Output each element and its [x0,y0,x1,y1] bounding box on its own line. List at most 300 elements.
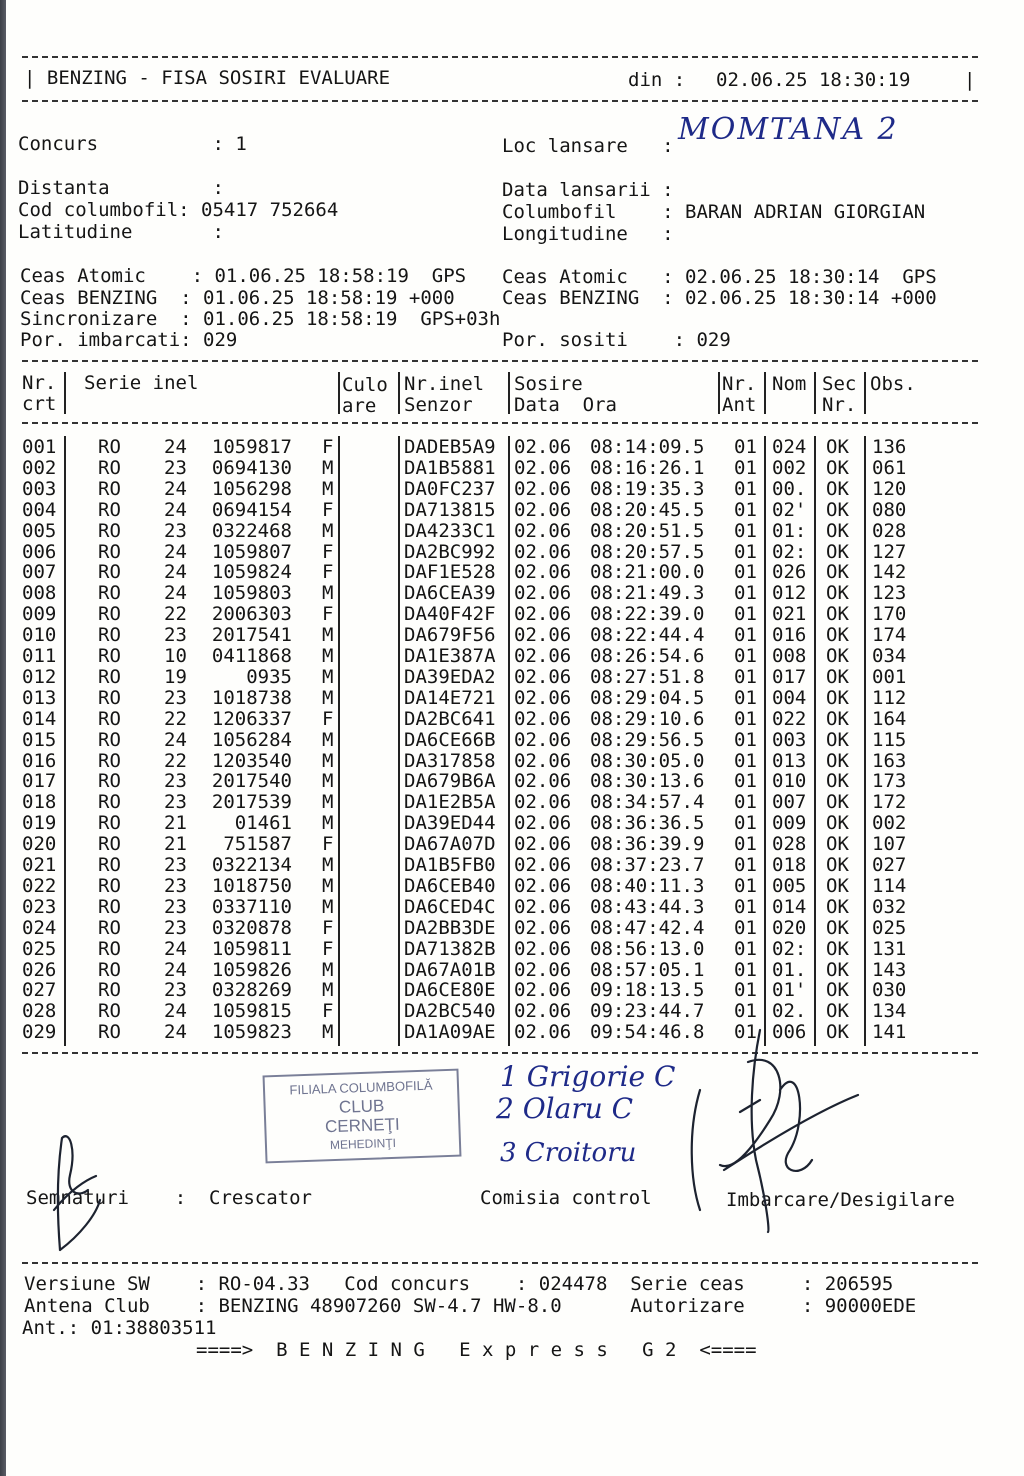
longitudine-field: Longitudine : [502,223,674,245]
ring-year: 23 [164,624,187,647]
sec-status: OK [826,498,849,521]
sex: M [322,1021,334,1044]
antenna-number: 01 [734,561,757,584]
sex: M [322,624,334,647]
column-rule [64,372,66,414]
arrival-date: 02.06 [514,665,572,688]
arrival-time: 08:37:23.7 [590,854,705,876]
nom: 02: [772,540,807,563]
ring-year: 24 [164,1021,187,1044]
arrival-date: 02.06 [514,498,572,521]
observation: 163 [872,749,907,772]
ring-number: 1056298 [211,477,292,500]
nom: 012 [772,582,807,605]
sincronizare-field: Sincronizare : 01.06.25 18:58:19 GPS+03h [20,308,501,330]
ring-year: 24 [164,937,187,960]
nom: 01' [772,979,807,1002]
versiune-sw-line: Versiune SW : RO-04.33 Cod concurs : 024478 Serie ceas : 206595 [24,1273,894,1295]
ring-country: RO [98,582,121,605]
handwritten-name: 3 Croitoru [500,1138,637,1168]
ring-year: 23 [164,916,187,939]
sex: F [322,603,334,626]
ring-year: 24 [164,436,187,458]
antenna-number: 01 [734,728,757,751]
row-number: 025 [22,937,57,960]
arrival-time: 08:22:39.0 [590,603,705,626]
sex: M [322,582,334,605]
observation: 170 [872,603,907,626]
observation: 030 [872,979,907,1002]
sex: M [322,770,334,793]
ring-year: 24 [164,1000,187,1023]
sex: M [322,456,334,479]
porumbei-imbarcati: Por. imbarcati: 029 [20,329,238,351]
sec-status: OK [826,812,849,835]
arrival-time: 09:23:44.7 [590,1000,705,1023]
ring-country: RO [98,854,121,876]
divider [22,56,978,58]
sex: M [322,874,334,897]
arrival-time: 08:36:36.5 [590,812,705,835]
antenna-number: 01 [734,645,757,667]
row-number: 009 [22,603,57,626]
nom: 020 [772,916,807,939]
porumbei-sositi: Por. sositi : 029 [502,329,731,351]
nom: 007 [772,791,807,814]
sensor-id: DA40F42F [404,603,496,626]
semnaturi-crescator-label: Semnaturi : Crescator [26,1187,312,1209]
antenna-number: 01 [734,812,757,835]
row-number: 015 [22,728,57,751]
ring-year: 24 [164,540,187,563]
table-row [6,876,1006,897]
sec-status: OK [826,916,849,939]
sensor-id: DA2BB3DE [404,916,496,939]
nom: 005 [772,874,807,897]
nom: 01: [772,519,807,542]
ring-year: 24 [164,958,187,981]
table-row [6,625,1006,646]
arrival-time: 08:56:13.0 [590,937,705,960]
ring-country: RO [98,665,121,688]
observation: 027 [872,854,907,876]
antenna-number: 01 [734,979,757,1002]
arrival-date: 02.06 [514,686,572,709]
arrival-time: 08:16:26.1 [590,456,705,479]
ring-number: 1203540 [211,749,292,772]
sensor-id: DA6CEB40 [404,874,496,897]
row-number: 003 [22,477,57,500]
row-number: 013 [22,686,57,709]
ring-year: 23 [164,791,187,814]
observation: 123 [872,582,907,605]
antenna-number: 01 [734,582,757,605]
table-row [6,855,1006,876]
sec-status: OK [826,519,849,542]
observation: 141 [872,1021,907,1044]
arrival-time: 08:21:00.0 [590,561,705,584]
sec-status: OK [826,561,849,584]
sec-status: OK [826,833,849,856]
observation: 174 [872,624,907,647]
table-row [6,521,1006,542]
sex: M [322,854,334,876]
table-row [6,437,1006,458]
sec-status: OK [826,436,849,458]
ring-country: RO [98,645,121,667]
row-number: 011 [22,645,57,667]
sec-status: OK [826,456,849,479]
sensor-id: DA6CED4C [404,895,496,918]
arrival-date: 02.06 [514,728,572,751]
antenna-number: 01 [734,603,757,626]
ring-number: 1059807 [211,540,292,563]
table-row [6,939,1006,960]
sec-status: OK [826,686,849,709]
arrival-date: 02.06 [514,958,572,981]
sec-status: OK [826,603,849,626]
sensor-id: DA67A01B [404,958,496,981]
arrival-date: 02.06 [514,937,572,960]
arrival-time: 08:30:13.6 [590,770,705,793]
arrival-time: 08:29:04.5 [590,686,705,709]
antenna-number: 01 [734,833,757,856]
ring-number: 1059824 [211,561,292,584]
table-row [6,542,1006,563]
ring-year: 22 [164,749,187,772]
loc-lansare-handwritten: MOMTANA 2 [678,112,899,147]
divider [22,1262,978,1264]
sensor-id: DAF1E528 [404,561,496,584]
sensor-id: DA71382B [404,937,496,960]
antenna-number: 01 [734,749,757,772]
table-row [6,792,1006,813]
comisia-control-label: Comisia control [480,1187,652,1209]
arrival-time: 08:40:11.3 [590,874,705,897]
observation: 127 [872,540,907,563]
observation: 172 [872,791,907,814]
ring-number: 0694130 [211,456,292,479]
ring-country: RO [98,707,121,730]
sensor-id: DA679B6A [404,770,496,793]
antenna-number: 01 [734,477,757,500]
ring-year: 23 [164,874,187,897]
sec-status: OK [826,728,849,751]
column-rule [718,372,720,414]
observation: 034 [872,645,907,667]
nom: 00. [772,477,807,500]
ring-number: 0694154 [211,498,292,521]
observation: 112 [872,686,907,709]
ring-country: RO [98,477,121,500]
sex: M [322,812,334,835]
sensor-id: DA1E387A [404,645,496,667]
table-row [6,771,1006,792]
sex: F [322,540,334,563]
distanta-field: Distanta : [18,177,224,199]
sec-status: OK [826,979,849,1002]
row-number: 022 [22,874,57,897]
nom: 024 [772,436,807,458]
sex: M [322,979,334,1002]
sensor-id: DA14E721 [404,686,496,709]
arrival-time: 08:20:51.5 [590,519,705,542]
ring-number: 0337110 [211,895,292,918]
ring-number: 1206337 [211,707,292,730]
sensor-id: DA713815 [404,498,496,521]
arrival-date: 02.06 [514,707,572,730]
nom: 01. [772,958,807,981]
table-row [6,918,1006,939]
date-label: din : [628,69,686,91]
sex: M [322,645,334,667]
nom: 003 [772,728,807,751]
ring-number: 1059811 [211,937,292,960]
sensor-id: DA1B5FB0 [404,854,496,876]
sensor-id: DA0FC237 [404,477,496,500]
ring-number: 0322468 [211,519,292,542]
observation: 143 [872,958,907,981]
row-number: 017 [22,770,57,793]
nom: 002 [772,456,807,479]
columbofil-field: Columbofil : BARAN ADRIAN GIORGIAN [502,201,926,223]
observation: 032 [872,895,907,918]
sensor-id: DA4233C1 [404,519,496,542]
cod-columbofil-field: Cod columbofil: 05417 752664 [18,199,339,221]
sex: M [322,686,334,709]
antenna-number: 01 [734,791,757,814]
row-number: 019 [22,812,57,835]
ring-number: 1056284 [211,728,292,751]
ceas-atomic-end: Ceas Atomic : 02.06.25 18:30:14 GPS [502,266,937,288]
sex: M [322,665,334,688]
arrival-date: 02.06 [514,540,572,563]
stamp-line: FILIALA COLUMBOFILĂ [289,1077,433,1098]
sensor-id: DA1E2B5A [404,791,496,814]
arrival-sheet [6,0,1024,1476]
antenna-number: 01 [734,519,757,542]
ring-country: RO [98,728,121,751]
nom: 013 [772,749,807,772]
sensor-id: DA2BC540 [404,1000,496,1023]
ring-country: RO [98,498,121,521]
ring-year: 23 [164,456,187,479]
ring-number: 1059823 [211,1021,292,1044]
benzing-express-brand: ====> B E N Z I N G E x p r e s s G 2 <==== [196,1339,757,1361]
column-rule [338,372,340,414]
sec-status: OK [826,1021,849,1044]
nom: 021 [772,603,807,626]
row-number: 018 [22,791,57,814]
row-number: 004 [22,498,57,521]
sex: M [322,958,334,981]
sex: F [322,561,334,584]
ring-year: 23 [164,686,187,709]
sec-status: OK [826,582,849,605]
ring-year: 10 [164,645,187,667]
nom: 014 [772,895,807,918]
ring-country: RO [98,603,121,626]
sex: M [322,749,334,772]
antenna-number: 01 [734,436,757,458]
sec-status: OK [826,937,849,960]
table-row [6,813,1006,834]
sheet-title: | BENZING - FISA SOSIRI EVALUARE [24,67,391,89]
sec-status: OK [826,791,849,814]
arrival-time: 08:19:35.3 [590,477,705,500]
ring-number: 1059803 [211,582,292,605]
antenna-number: 01 [734,874,757,897]
arrival-date: 02.06 [514,770,572,793]
ring-year: 23 [164,519,187,542]
sensor-id: DA2BC641 [404,707,496,730]
ceas-atomic-start: Ceas Atomic : 01.06.25 18:58:19 GPS [20,265,467,287]
table-row [6,980,1006,1001]
arrival-time: 08:27:51.8 [590,665,705,688]
sensor-id: DA1B5881 [404,456,496,479]
column-rule [398,372,400,414]
sec-status: OK [826,540,849,563]
ring-country: RO [98,749,121,772]
ring-number: 1059817 [211,436,292,458]
arrival-time: 09:18:13.5 [590,979,705,1002]
antenna-number: 01 [734,665,757,688]
ring-number: 2017540 [211,770,292,793]
sex: F [322,498,334,521]
arrival-time: 08:20:45.5 [590,498,705,521]
arrival-date: 02.06 [514,645,572,667]
club-stamp [263,1069,462,1164]
col-obs: Obs. [870,373,916,395]
row-number: 005 [22,519,57,542]
ring-number: 1059826 [211,958,292,981]
nom: 02: [772,937,807,960]
sec-status: OK [826,665,849,688]
sec-status: OK [826,1000,849,1023]
row-number: 028 [22,1000,57,1023]
antena-id-line: Ant.: 01:38803511 [22,1317,217,1339]
nom: 028 [772,833,807,856]
divider [22,360,978,362]
antenna-number: 01 [734,624,757,647]
table-row [6,646,1006,667]
observation: 173 [872,770,907,793]
ring-year: 23 [164,979,187,1002]
sec-status: OK [826,624,849,647]
arrival-date: 02.06 [514,749,572,772]
ring-country: RO [98,958,121,981]
sex: F [322,1000,334,1023]
ring-year: 21 [164,812,187,835]
ring-year: 24 [164,477,187,500]
ring-number: 0935 [246,665,292,688]
ring-year: 24 [164,728,187,751]
arrival-time: 08:21:49.3 [590,582,705,605]
ring-country: RO [98,1000,121,1023]
col-nom: Nom [772,373,807,395]
sensor-id: DA6CE66B [404,728,496,751]
table-row [6,458,1006,479]
antenna-number: 01 [734,1000,757,1023]
ring-year: 24 [164,561,187,584]
arrival-date: 02.06 [514,477,572,500]
arrival-time: 08:43:44.3 [590,895,705,918]
arrival-time: 08:36:39.9 [590,833,705,856]
arrival-date: 02.06 [514,895,572,918]
observation: 131 [872,937,907,960]
arrival-time: 08:22:44.4 [590,624,705,647]
col-serie-inel: Serie inel [84,372,199,394]
antenna-number: 01 [734,456,757,479]
row-number: 007 [22,561,57,584]
ring-country: RO [98,791,121,814]
row-number: 001 [22,436,57,458]
arrival-date: 02.06 [514,874,572,897]
stamp-line: CERNEŢI [324,1114,400,1137]
observation: 061 [872,456,907,479]
row-number: 002 [22,456,57,479]
ring-number: 2017539 [211,791,292,814]
table-row [6,667,1006,688]
table-row [6,1001,1006,1022]
arrival-time: 09:54:46.8 [590,1021,705,1044]
nom: 018 [772,854,807,876]
row-number: 020 [22,833,57,856]
row-number: 012 [22,665,57,688]
column-rule [814,372,816,414]
nom: 026 [772,561,807,584]
sec-status: OK [826,958,849,981]
sec-status: OK [826,895,849,918]
loc-lansare-label: Loc lansare : [502,135,674,157]
sec-status: OK [826,645,849,667]
row-number: 029 [22,1021,57,1044]
sex: F [322,707,334,730]
nom: 010 [772,770,807,793]
divider [22,422,978,424]
row-number: 021 [22,854,57,876]
row-number: 027 [22,979,57,1002]
antenna-number: 01 [734,540,757,563]
sec-status: OK [826,854,849,876]
table-row [6,897,1006,918]
arrival-date: 02.06 [514,603,572,626]
sensor-id: DA6CEA39 [404,582,496,605]
sec-status: OK [826,874,849,897]
ring-number: 2006303 [211,603,292,626]
nom: 006 [772,1021,807,1044]
table-row [6,604,1006,625]
arrival-date: 02.06 [514,979,572,1002]
sex: M [322,728,334,751]
arrival-time: 08:30:05.0 [590,749,705,772]
arrival-date: 02.06 [514,1021,572,1044]
sex: F [322,436,334,458]
ring-number: 0328269 [211,979,292,1002]
observation: 025 [872,916,907,939]
arrival-date: 02.06 [514,854,572,876]
divider [22,1052,978,1054]
sex: M [322,477,334,500]
nom: 016 [772,624,807,647]
column-rule [864,372,866,414]
ring-number: 0322134 [211,854,292,876]
ring-country: RO [98,519,121,542]
arrival-time: 08:14:09.5 [590,436,705,458]
arrival-date: 02.06 [514,916,572,939]
antena-club-line: Antena Club : BENZING 48907260 SW-4.7 HW-8.0 Autorizare : 90000EDE [24,1295,917,1317]
ceas-benzing-end: Ceas BENZING : 02.06.25 18:30:14 +000 [502,287,937,309]
